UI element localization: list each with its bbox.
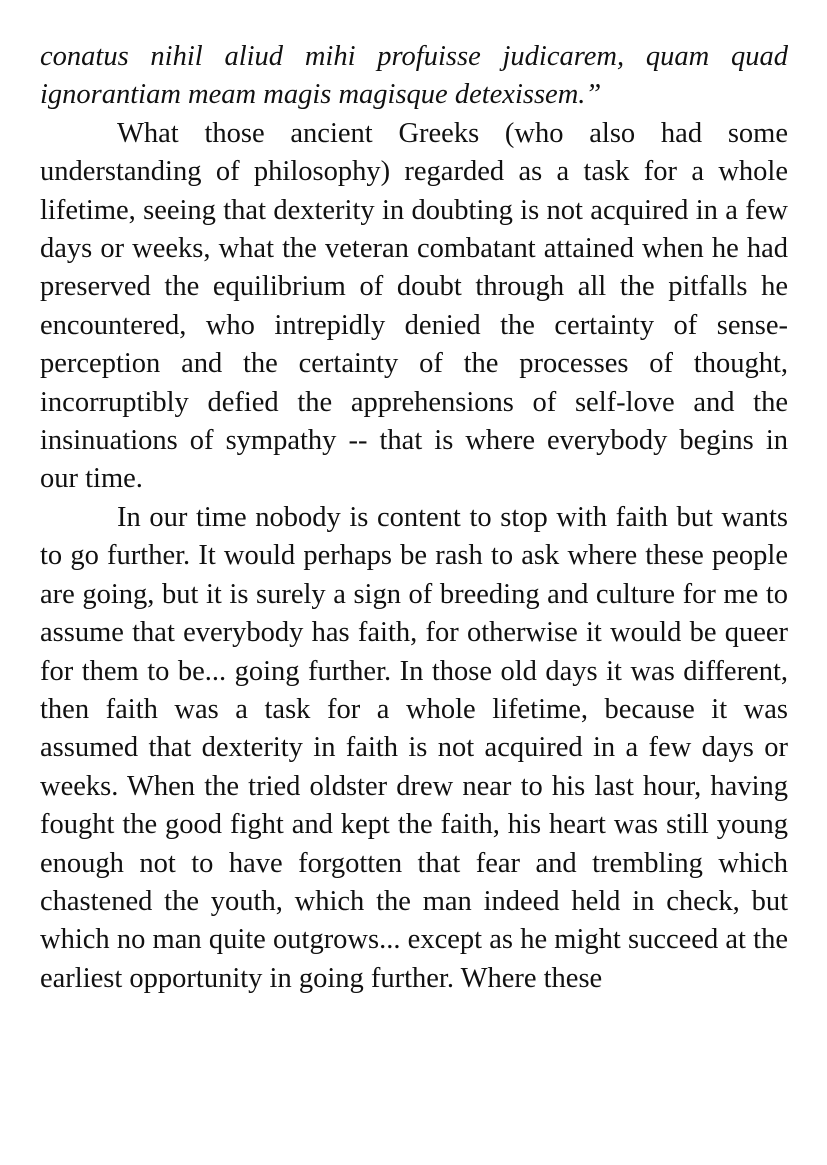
latin-quote: conatus nihil aliud mihi profuisse judicarem, quam quad ignorantiam meam magis magisque detexissem.” xyxy=(40,41,788,111)
document-page xyxy=(40,38,788,998)
paragraph-greeks-doubt: What those ancient Greeks (who also had some understanding of philosophy) regarded as a task for a whole lifetime, seeing that dexterity in doubting is not acquired in a few days or weeks, what the veteran combatant attained when he had preserved the equilibrium of doubt through all the pitfalls he encountered, who intrepidly denied the certainty of sense-perception and the certainty of the processes of thought, incorruptibly defied the apprehensions of self-love and the insinuations of sympathy -- that is where everybody begins in our time. xyxy=(40,117,788,495)
paragraph-going-further: In our time nobody is content to stop with faith but wants to go further. It would perhaps be rash to ask where these people are going, but it is surely a sign of breeding and culture for me to assume that everybody has faith, for otherwise it would be queer for them to be... going further. In those old days it was different, then faith was a task for a whole lifetime, because it was assumed that dexterity in faith is not acquired in a few days or weeks. When the tried oldster drew near to his last hour, having fought the good fight and kept the faith, his heart was still young enough not to have forgotten that fear and trembling which chastened the youth, which the man indeed held in check, but which no man quite outgrows... except as he might succeed at the earliest opportunity in going further. Where these xyxy=(40,501,788,994)
